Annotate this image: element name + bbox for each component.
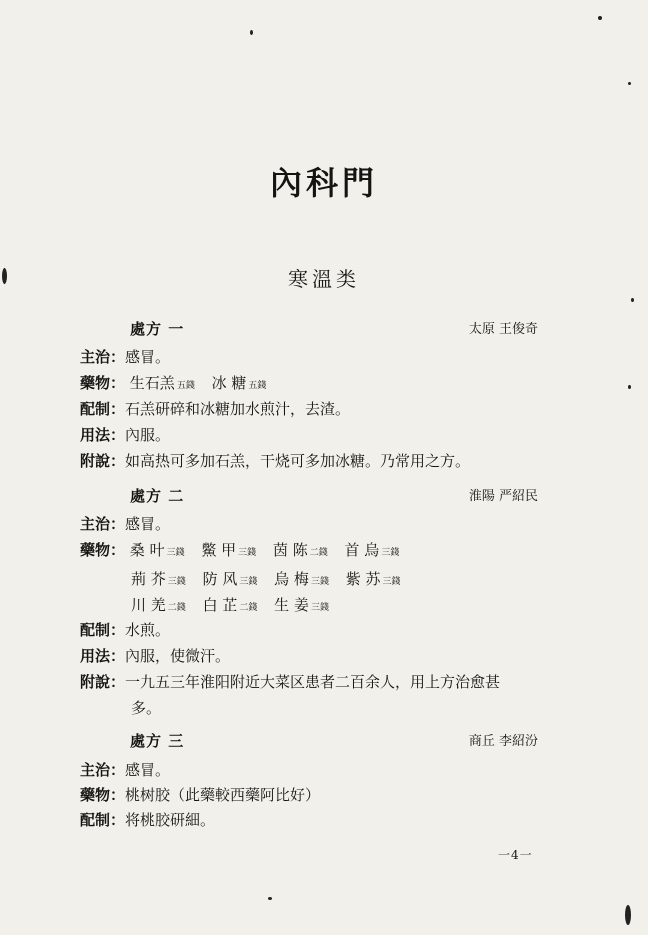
recipe-1-ingredients: 藥物： 生石羔 五錢 冰 糖 五錢 [80,373,578,396]
recipe-2-ingredients-row-2 [131,568,413,589]
ingredient: 烏 梅 三錢 [274,570,329,588]
ingredient: 茵 陈 二錢 [272,541,328,559]
recipe-2-ingredients-row-1: 藥物： 桑 叶 三錢 鱉 甲 三錢 茵 陈 二錢 首 烏 三錢 [80,540,578,563]
scan-speck [268,897,272,900]
ingredient: 生石羔 五錢 [129,374,195,392]
recipe-2-note-continuation: 多。 [131,699,162,717]
scan-speck [631,298,634,302]
page-number: 一4一 [498,848,533,862]
recipe-3-header [0,730,648,754]
ingredient: 紫 苏 三錢 [345,570,401,588]
ingredient: 桑 叶 三錢 [129,541,185,559]
recipe-1-note: 附說：如高热可多加石羔，干烧可多加冰糖。乃常用之方。 [80,452,471,470]
section-subtitle: 寒溫类 [288,267,360,291]
recipe-2-usage: 用法：內服，使微汗。 [80,647,231,665]
ingredient: 白 芷 二錢 [202,596,258,614]
ingredient: 首 烏 三錢 [344,541,400,559]
recipe-source: 商丘 李紹汾 [468,734,538,749]
ingredient: 鱉 甲 三錢 [201,541,257,559]
page-title: 內科門 [269,164,378,202]
recipe-2-preparation: 配制：水煎。 [80,621,171,639]
recipe-name: 處方 一 [130,320,185,338]
recipe-1-usage: 用法：內服。 [80,426,171,444]
ingredient: 川 羌 二錢 [131,596,186,614]
recipe-2-ingredients-row-3 [131,594,341,615]
scan-speck [2,268,7,284]
recipe-3-preparation: 配制：将桃胶研細。 [80,811,216,829]
scan-speck [628,385,631,389]
recipe-2-header [0,485,648,509]
recipe-3-indication: 主治：感冒。 [80,761,171,779]
ingredient: 荊 芥 三錢 [131,570,186,588]
recipe-1-header [0,318,648,342]
scan-speck [628,82,631,85]
recipe-3-ingredients: 藥物：桃树胶（此藥較西藥阿比好） [80,786,321,804]
recipe-2-note: 附說：一九五三年淮阳附近大菜区患者二百余人，用上方治愈甚 [80,673,501,691]
recipe-1-preparation: 配制：石羔研碎和冰糖加水煎汁，去渣。 [80,400,351,418]
recipe-name: 處方 三 [130,732,185,750]
recipe-source: 淮陽 严紹民 [468,489,538,504]
ingredient: 生 姜 三錢 [274,596,329,614]
scan-speck [598,16,602,20]
ingredient: 冰 糖 五錢 [211,374,267,392]
recipe-name: 處方 二 [130,487,185,505]
scan-speck [625,905,631,925]
recipe-1-indication: 主治：感冒。 [80,348,171,366]
ingredient: 防 风 三錢 [202,570,258,588]
recipe-2-indication: 主治：感冒。 [80,515,171,533]
scan-speck [250,30,253,35]
recipe-source: 太原 王俊奇 [468,322,538,337]
